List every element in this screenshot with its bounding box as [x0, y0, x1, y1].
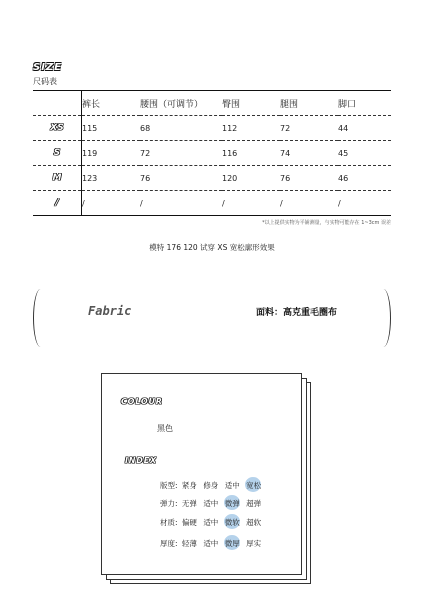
index-option: 修身	[203, 481, 219, 490]
index-row-elasticity	[160, 498, 265, 509]
table-cell: 123	[82, 166, 141, 191]
index-option: 适中	[203, 499, 219, 508]
table-cell: 72	[280, 116, 338, 141]
table-cell: /	[338, 191, 391, 216]
header-hip: 臀围	[222, 91, 280, 116]
index-option: 适中	[203, 518, 219, 527]
table-cell: /	[82, 191, 141, 216]
size-label: M	[33, 166, 82, 191]
colour-heading: COLOUR	[121, 397, 163, 406]
index-heading: INDEX	[125, 456, 157, 465]
index-option: 超弹	[246, 499, 262, 508]
header-thigh: 腿围	[280, 91, 338, 116]
header-hem: 脚口	[338, 91, 391, 116]
index-option: 紧身	[181, 481, 197, 490]
index-option: 无弹	[181, 499, 197, 508]
index-label: 厚度:	[160, 539, 178, 548]
index-label: 版型:	[160, 481, 178, 490]
table-cell: 46	[338, 166, 391, 191]
table-cell: 74	[280, 141, 338, 166]
header-size	[33, 91, 82, 116]
index-option-selected: 微弹	[224, 499, 240, 508]
table-row	[33, 191, 391, 216]
index-option-selected: 微厚	[224, 539, 240, 548]
index-row-fit	[160, 480, 265, 491]
index-option: 厚实	[246, 539, 262, 548]
fabric-value: 面料：高克重毛圈布	[256, 308, 338, 318]
table-cell: 120	[222, 166, 280, 191]
table-cell: 119	[82, 141, 141, 166]
table-cell: /	[140, 191, 222, 216]
table-row	[33, 116, 391, 141]
size-title: SIZE	[33, 62, 63, 73]
size-subtitle: 尺码表	[33, 77, 57, 86]
fabric-label: Fabric	[88, 304, 132, 318]
index-option: 适中	[203, 539, 219, 548]
size-label: S	[33, 141, 82, 166]
table-row	[33, 166, 391, 191]
index-option: 偏硬	[181, 518, 197, 527]
size-label: /	[33, 191, 82, 216]
table-cell: 72	[140, 141, 222, 166]
header-length: 裤长	[82, 91, 141, 116]
table-cell: 116	[222, 141, 280, 166]
table-header-row	[33, 91, 391, 116]
index-label: 弹力:	[160, 499, 178, 508]
header-waist: 腰围（可调节）	[140, 91, 222, 116]
table-cell: /	[222, 191, 280, 216]
table-cell: 44	[338, 116, 391, 141]
colour-value: 黑色	[157, 424, 173, 433]
index-option-selected: 微软	[224, 518, 240, 527]
table-cell: 76	[280, 166, 338, 191]
index-option-selected: 宽松	[246, 481, 262, 490]
table-cell: /	[280, 191, 338, 216]
left-bracket	[33, 289, 48, 347]
index-row-material	[160, 517, 265, 528]
index-row-thickness	[160, 538, 265, 549]
index-option: 超软	[246, 518, 262, 527]
index-option: 适中	[224, 481, 240, 490]
size-label: XS	[33, 116, 82, 141]
measurement-note: *以上提供实物为平铺测量，与实物可能存在 1~3cm 误差	[262, 220, 391, 226]
table-row	[33, 141, 391, 166]
table-cell: 68	[140, 116, 222, 141]
table-cell: 76	[140, 166, 222, 191]
table-cell: 45	[338, 141, 391, 166]
info-card	[101, 373, 302, 575]
table-cell: 112	[222, 116, 280, 141]
table-cell: 115	[82, 116, 141, 141]
model-note: 模特 176 120 试穿 XS 宽松廓形效果	[149, 243, 275, 252]
size-table	[33, 90, 391, 216]
index-option: 轻薄	[181, 539, 197, 548]
right-bracket	[376, 289, 391, 347]
index-label: 材质:	[160, 518, 178, 527]
